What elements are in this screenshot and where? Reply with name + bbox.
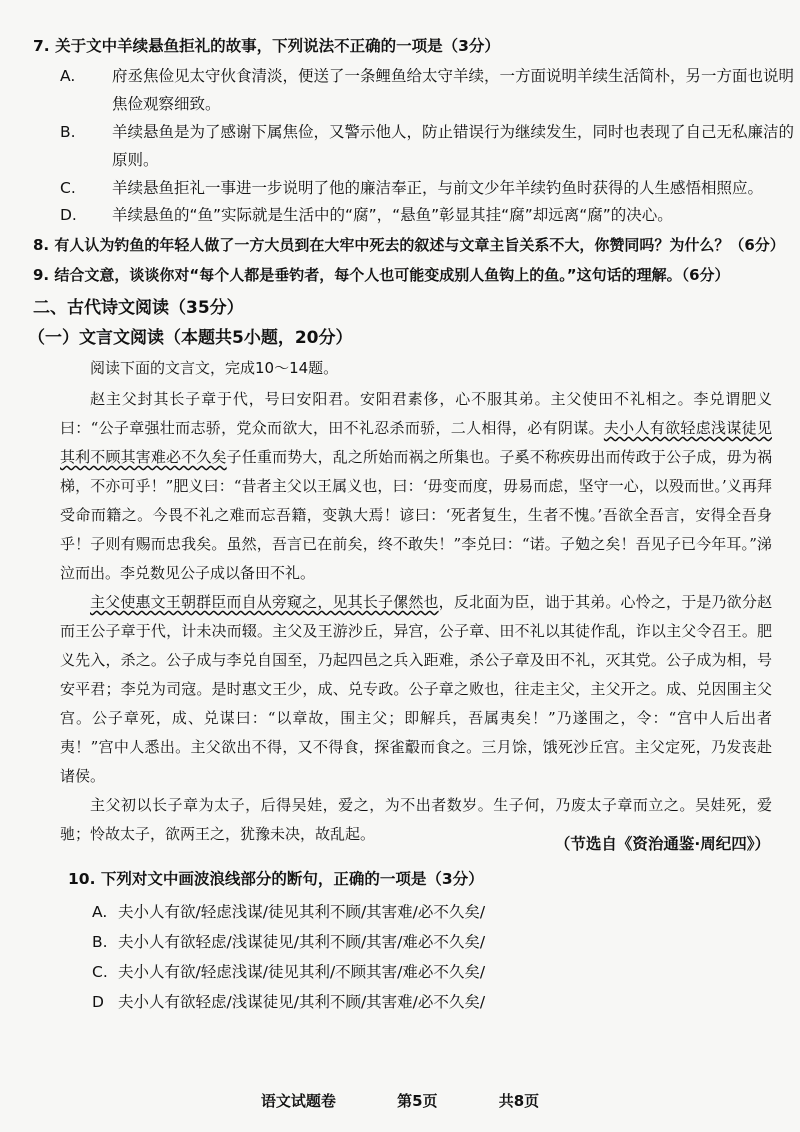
page-total: 共8页 (498, 1092, 540, 1110)
subsection-1-heading: （一）文言文阅读（本题共5小题，20分） (28, 328, 353, 348)
q7-option-b: B. 羊续悬鱼是为了感谢下属焦俭，又警示他人，防止错误行为继续发生，同时也表现了自己无私廉洁的原则。 (60, 123, 795, 169)
question-8: 8. 有人认为钓鱼的年轻人做了一方大员到在大牢中死去的叙述与文章主旨关系不大，你赞同吗？为什么？（6分） (33, 236, 785, 254)
q10-option-d: D 夫小人有欲轻虑/浅谋徒见/其利不顾/其害难/必不久矣/ (92, 993, 486, 1011)
exam-name: 语文试题卷 (260, 1092, 336, 1110)
passage-paragraph-3: 主父初以长子章为太子，后得吴娃，爱之，为不出者数岁。生子何，乃废太子章而立之。吴娃死，爱驰；怜故太子，欲两王之，犹豫未决，故乱起。 (60, 796, 772, 843)
passage-source: （节选自《资治通鉴·周纪四》） (554, 835, 770, 853)
question-7-stem: 7. 关于文中羊续悬鱼拒礼的故事，下列说法不正确的一项是（3分） (33, 37, 500, 55)
wavy-underline-1: 夫小人有欲轻虑浅谋徒见其利不顾其害难必不久矣 (60, 419, 772, 466)
page-footer (0, 1090, 800, 1111)
page-number: 第5页 (397, 1092, 438, 1110)
q10-option-c: C. 夫小人有欲/轻虑浅谋/徒见其利/不顾其害/难必不久矣/ (92, 963, 486, 981)
reading-instruction: 阅读下面的文言文，完成10～14题。 (90, 359, 339, 377)
question-10-stem: 10. 下列对文中画波浪线部分的断句，正确的一项是（3分） (68, 870, 484, 888)
section-2-heading: 二、古代诗文阅读（35分） (33, 298, 244, 318)
q7-option-a: A. 府丞焦俭见太守伙食清淡，便送了一条鲤鱼给太守羊续，一方面说明羊续生活简朴，另一方面也说明焦俭观察细致。 (60, 67, 795, 113)
question-9: 9. 结合文意，谈谈你对“每个人都是垂钓者，每个人也可能变成别人鱼钩上的鱼。”这句话的理解。（6分） (33, 266, 730, 284)
passage-paragraph-2: 主父使惠文王朝群臣而自从旁窥之，见其长子傫然也，反北面为臣，诎于其弟。心怜之，于是乃欲分赵而王公子章于代，计未决而辍。主父及王游沙丘，异宫，公子章、田不礼以其徒作乱，诈以主父令召王。肥义先入，杀之。公子成与李兑自国至，乃起四邑之兵入距难，杀公子章及田不礼，灭其党。公子成为相，号安平君；李兑为司寇。是时惠文王少，成、兑专政。公子章之败也，往走主父，主父开之。成、兑因围主父宫。公子章死，成、兑谋曰：“以章故，围主父；即解兵，吾属夷矣！”乃遂围之，令：“宫中人后出者夷！”宫中人悉出。主父欲出不得，又不得食，探雀鷇而食之。三月馀，饿死沙丘宫。主父定死，乃发丧赴诸侯。 (60, 593, 772, 785)
classical-passage (60, 385, 772, 849)
q10-option-b: B. 夫小人有欲轻虑/浅谋徒见/其利不顾/其害/难必不久矣/ (92, 933, 486, 951)
wavy-underline-2: 主父使惠文王朝群臣而自从旁窥之，见其长子傫然也 (90, 593, 439, 611)
passage-paragraph-1: 赵主父封其长子章于代，号曰安阳君。安阳君素侈，心不服其弟。主父使田不礼相之。李兑谓肥义曰：“公子章强壮而志骄，党众而欲大，田不礼忍杀而骄，二人相得，必有阴谋。夫小人有欲轻虑浅谋徒见其利不顾其害难必不久矣子任重而势大，乱之所始而祸之所集也。子奚不称疾毋出而传政于公子成，毋为祸梯，不亦可乎！”肥义曰：“昔者主父以王属义也，曰：‘毋变而度，毋易而虑，坚守一心，以殁而世。’义再拜受命而籍之。今畏不礼之难而忘吾籍，变孰大焉！谚曰：‘死者复生，生者不愧。’吾欲全吾言，安得全吾身乎！子则有赐而忠我矣。虽然，吾言已在前矣，终不敢失！”李兑曰：“诺。子勉之矣！吾见子已今年耳。”涕泣而出。李兑数见公子成以备田不礼。 (60, 390, 772, 582)
q10-option-a: A. 夫小人有欲/轻虑浅谋/徒见其利不顾/其害难/必不久矣/ (92, 903, 486, 921)
q7-option-c: C. 羊续悬鱼拒礼一事进一步说明了他的廉洁奉正，与前文少年羊续钓鱼时获得的人生感悟相照应。 (60, 179, 764, 197)
q7-option-d: D. 羊续悬鱼的“鱼”实际就是生活中的“腐”，“悬鱼”彰显其挂“腐”却远离“腐”的决心。 (60, 206, 673, 224)
